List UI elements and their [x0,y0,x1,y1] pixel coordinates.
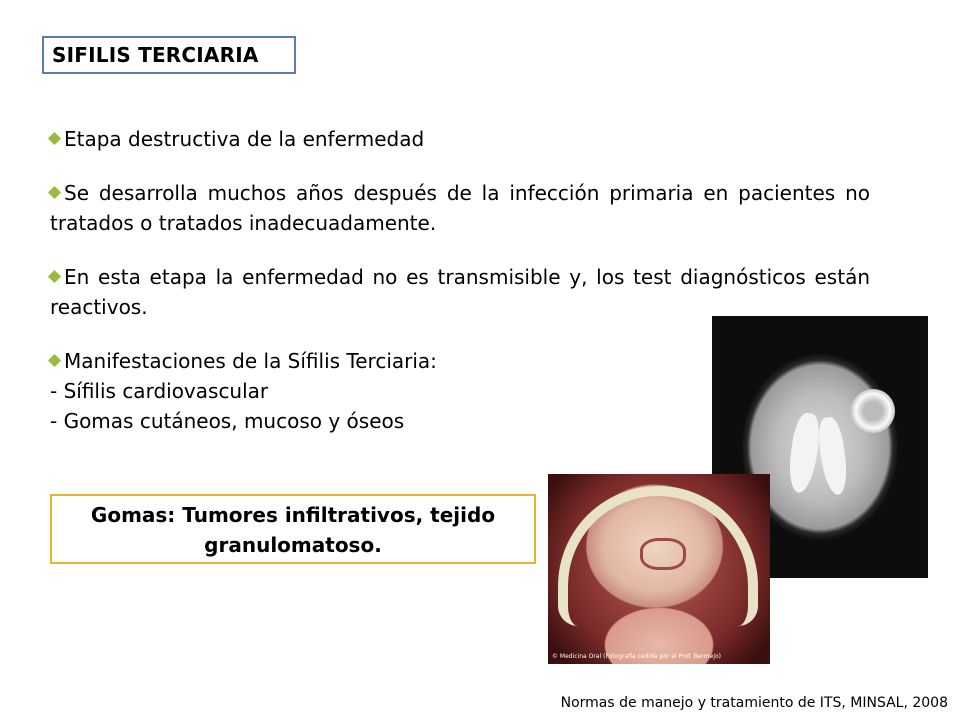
palate-lesion [640,538,686,570]
oral-cavity-photo [548,474,770,664]
photo-credit: © Medicina Oral (Fotografía cedida por el Prof. Bermejo) [552,653,722,660]
ventricle-left [786,412,823,495]
definition-text: Gomas: Tumores infiltrativos, tejido granulomatoso. [90,503,496,557]
bullet-text: Se desarrolla muchos años después de la infección primaria en pacientes no tratados o tratados inadecuadamente. [50,181,870,235]
bullet-item [50,124,870,154]
ventricle-right [816,416,851,497]
bullet-text: Manifestaciones de la Sífilis Terciaria: [64,349,437,373]
bullet-text: Etapa destructiva de la enfermedad [64,127,425,151]
bullet-item [50,262,870,322]
source-citation: Normas de manejo y tratamiento de ITS, MINSAL, 2008 [560,695,948,711]
diamond-bullet-icon [50,134,60,144]
diamond-bullet-icon [50,188,60,198]
definition-box [50,494,536,564]
sub-item-gomas: - Gomas cutáneos, mucoso y óseos [50,409,405,433]
sub-item-cardiovascular: - Sífilis cardiovascular [50,379,269,403]
mri-lesion [851,389,895,433]
diamond-bullet-icon [50,356,60,366]
slide-title-text: SIFILIS TERCIARIA [52,43,259,67]
slide-title [42,36,296,74]
bullet-item [50,178,870,238]
diamond-bullet-icon [50,272,60,282]
bullet-text: En esta etapa la enfermedad no es transmisible y, los test diagnósticos están reactivos. [50,265,870,319]
